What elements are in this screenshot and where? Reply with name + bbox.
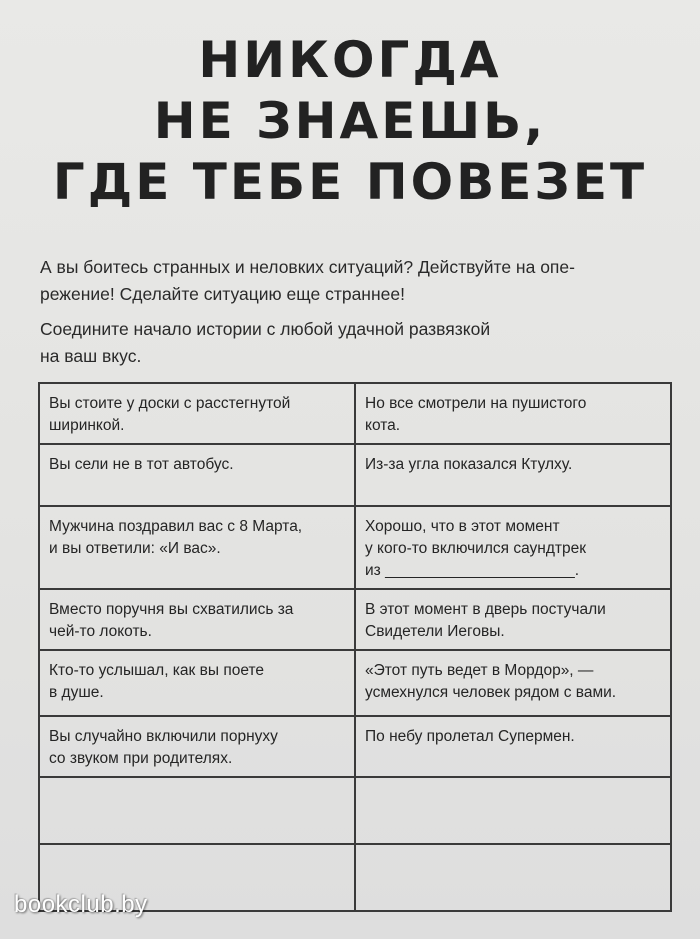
cell-line: ширинкой. — [49, 417, 125, 434]
story-beginning-cell — [39, 444, 355, 506]
cell-line: кота. — [365, 417, 401, 434]
cell-line: Из-за угла показался Ктулху. — [365, 456, 573, 473]
empty-beginning-cell — [39, 777, 355, 844]
story-ending-cell — [355, 506, 671, 589]
story-beginning-cell — [39, 650, 355, 716]
story-matching-table — [38, 382, 672, 912]
story-beginning-cell — [39, 589, 355, 650]
cell-line: Но все смотрели на пушистого — [365, 395, 587, 412]
cell-line: Вы стоите у доски с расстегнутой — [49, 395, 291, 412]
cell-line: усмехнулся человек рядом с вами. — [365, 684, 617, 701]
cell-line: «Этот путь ведет в Мордор», — — [365, 662, 594, 679]
cell-line: Вместо поручня вы схватились за — [49, 601, 294, 618]
cell-line: Свидетели Иеговы. — [365, 623, 505, 640]
story-beginning-cell — [39, 506, 355, 589]
cell-line: В этот момент в дверь постучали — [365, 601, 606, 618]
story-beginning-cell — [39, 716, 355, 777]
intro-paragraph — [40, 254, 680, 308]
cell-line: По небу пролетал Супермен. — [365, 728, 575, 745]
cell-line: Кто-то услышал, как вы поете — [49, 662, 264, 679]
story-ending-cell — [355, 716, 671, 777]
story-ending-cell — [355, 383, 671, 444]
empty-ending-cell — [355, 777, 671, 844]
table-row — [39, 589, 671, 650]
cell-line: и вы ответили: «И вас». — [49, 540, 221, 557]
cell-line: Хорошо, что в этот момент — [365, 518, 560, 535]
title-line-3: ГДЕ ТЕБЕ ПОВЕЗЕТ — [52, 153, 648, 211]
table-row — [39, 383, 671, 444]
instruction-line-1: Соедините начало истории с любой удачной развязкой — [40, 319, 491, 339]
story-ending-cell — [355, 650, 671, 716]
cell-line: Мужчина поздравил вас с 8 Марта, — [49, 518, 303, 535]
title-line-1: НИКОГДА — [198, 31, 502, 89]
intro-line-2: режение! Сделайте ситуацию еще страннее! — [40, 284, 405, 304]
cell-line: из ______________________. — [365, 562, 580, 579]
table-row — [39, 716, 671, 777]
instruction-line-2: на ваш вкус. — [40, 346, 142, 366]
intro-line-1: А вы боитесь странных и неловких ситуаций? Действуйте на опе- — [40, 257, 575, 277]
cell-line: у кого-то включился саундтрек — [365, 540, 586, 557]
title-line-2: НЕ ЗНАЕШЬ, — [153, 92, 547, 150]
cell-line: чей-то локоть. — [49, 623, 152, 640]
cell-line: Вы сели не в тот автобус. — [49, 456, 234, 473]
page-title — [0, 30, 700, 213]
cell-line: Вы случайно включили порнуху — [49, 728, 278, 745]
site-watermark: bookclub.by — [14, 891, 148, 918]
cell-line: в душе. — [49, 684, 104, 701]
table-row — [39, 444, 671, 506]
table-row — [39, 506, 671, 589]
story-ending-cell — [355, 444, 671, 506]
story-ending-cell — [355, 589, 671, 650]
empty-ending-cell — [355, 844, 671, 911]
table-row — [39, 650, 671, 716]
story-beginning-cell — [39, 383, 355, 444]
instruction-paragraph — [40, 316, 680, 370]
cell-line: со звуком при родителях. — [49, 750, 233, 767]
table-row — [39, 777, 671, 844]
